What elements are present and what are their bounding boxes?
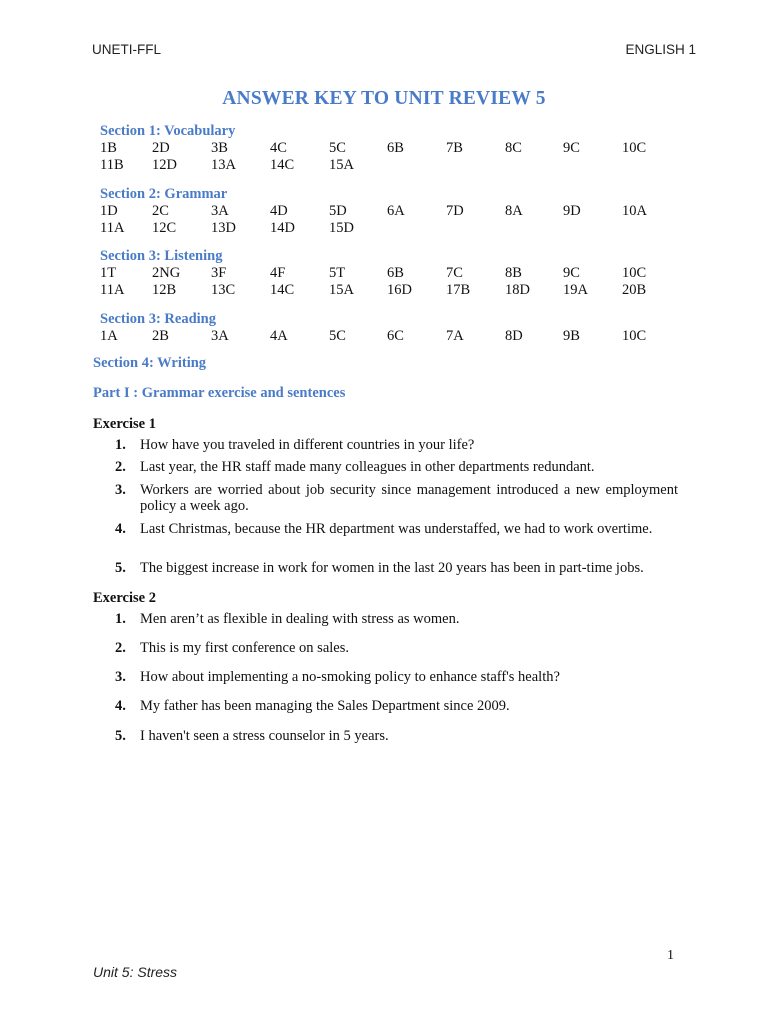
answer-cell: 4D [270,203,288,219]
answer-cell: 9D [563,203,581,219]
section-reading [100,311,700,345]
answer-cell: 11B [100,157,124,173]
answer-cell: 4F [270,265,286,281]
answer-cell: 3B [211,140,228,156]
answer-cell: 2C [152,203,169,219]
item-number: 1. [115,611,126,627]
answer-row [100,220,700,237]
section-listening [100,248,700,299]
answer-cell: 8B [505,265,522,281]
item-text: Workers are worried about job security since management introduced a new employment policy a week ago. [140,482,678,514]
answer-cell: 2D [152,140,170,156]
answer-cell: 7D [446,203,464,219]
answer-cell: 2B [152,328,169,344]
answer-cell: 3A [211,203,229,219]
item-text: Last Christmas, because the HR department was understaffed, we had to work overtime. [140,521,653,537]
answer-cell: 14C [270,157,295,173]
item-text: I haven't seen a stress counselor in 5 years. [140,728,389,744]
answer-cell: 5C [329,328,346,344]
part-title: Part I : Grammar exercise and sentences [93,385,346,401]
header-right: ENGLISH 1 [625,42,696,57]
answer-cell: 8A [505,203,523,219]
item-text: Men aren’t as flexible in dealing with stress as women. [140,611,460,627]
answer-cell: 18D [505,282,530,298]
item-text: How have you traveled in different countries in your life? [140,437,475,453]
item-text: This is my first conference on sales. [140,640,349,656]
item-text: My father has been managing the Sales Department since 2009. [140,698,510,714]
item-number: 5. [115,728,126,744]
answer-cell: 2NG [152,265,181,281]
answer-cell: 6C [387,328,404,344]
answer-row [100,265,700,282]
page-title: ANSWER KEY TO UNIT REVIEW 5 [222,88,546,109]
answer-cell: 5D [329,203,347,219]
answer-cell: 3F [211,265,227,281]
answer-cell: 16D [387,282,412,298]
section-title: Section 2: Grammar [100,186,228,202]
item-text: How about implementing a no-smoking policy to enhance staff's health? [140,669,560,685]
answer-cell: 1B [100,140,117,156]
item-number: 4. [115,698,126,714]
answer-cell: 5C [329,140,346,156]
answer-cell: 10C [622,328,647,344]
answer-cell: 9C [563,265,580,281]
answer-cell: 10A [622,203,647,219]
answer-cell: 10C [622,140,647,156]
answer-cell: 15A [329,157,354,173]
header-left: UNETI-FFL [92,42,161,57]
section-vocabulary [100,123,700,174]
item-number: 2. [115,459,126,475]
answer-row [100,203,700,220]
exercise-1-title: Exercise 1 [93,416,156,432]
answer-cell: 12B [152,282,177,298]
answer-cell: 14C [270,282,295,298]
answer-cell: 1A [100,328,118,344]
item-number: 3. [115,482,126,498]
item-number: 1. [115,437,126,453]
item-number: 3. [115,669,126,685]
answer-cell: 13A [211,157,236,173]
item-number: 5. [115,560,126,576]
answer-cell: 11A [100,220,125,236]
answer-cell: 14D [270,220,295,236]
answer-cell: 9B [563,328,580,344]
answer-cell: 7B [446,140,463,156]
section-grammar [100,186,700,237]
answer-cell: 13C [211,282,236,298]
answer-cell: 9C [563,140,580,156]
answer-cell: 12C [152,220,177,236]
answer-cell: 19A [563,282,588,298]
answer-cell: 15A [329,282,354,298]
section-title: Section 3: Listening [100,248,223,264]
answer-cell: 4C [270,140,287,156]
answer-cell: 7A [446,328,464,344]
answer-row [100,282,700,299]
exercise-2-title: Exercise 2 [93,590,156,606]
item-number: 4. [115,521,126,537]
answer-cell: 5T [329,265,346,281]
answer-row [100,140,700,157]
footer-unit-title: Unit 5: Stress [93,964,178,980]
answer-cell: 12D [152,157,177,173]
item-number: 2. [115,640,126,656]
answer-row [100,328,700,345]
item-text: The biggest increase in work for women in the last 20 years has been in part-time jobs. [140,560,644,576]
answer-cell: 10C [622,265,647,281]
section-title: Section 3: Reading [100,311,216,327]
answer-row [100,157,700,174]
answer-cell: 6A [387,203,405,219]
answer-cell: 15D [329,220,354,236]
answer-cell: 7C [446,265,463,281]
answer-cell: 6B [387,265,404,281]
answer-cell: 17B [446,282,471,298]
answer-cell: 8D [505,328,523,344]
page-number: 1 [667,948,674,963]
answer-cell: 4A [270,328,288,344]
answer-cell: 20B [622,282,647,298]
section-title: Section 1: Vocabulary [100,123,236,139]
item-text: Last year, the HR staff made many colleagues in other departments redundant. [140,459,595,475]
answer-cell: 11A [100,282,125,298]
answer-cell: 1D [100,203,118,219]
answer-cell: 6B [387,140,404,156]
answer-cell: 1T [100,265,117,281]
answer-cell: 13D [211,220,236,236]
section-writing-title: Section 4: Writing [93,355,207,371]
answer-cell: 8C [505,140,522,156]
answer-cell: 3A [211,328,229,344]
